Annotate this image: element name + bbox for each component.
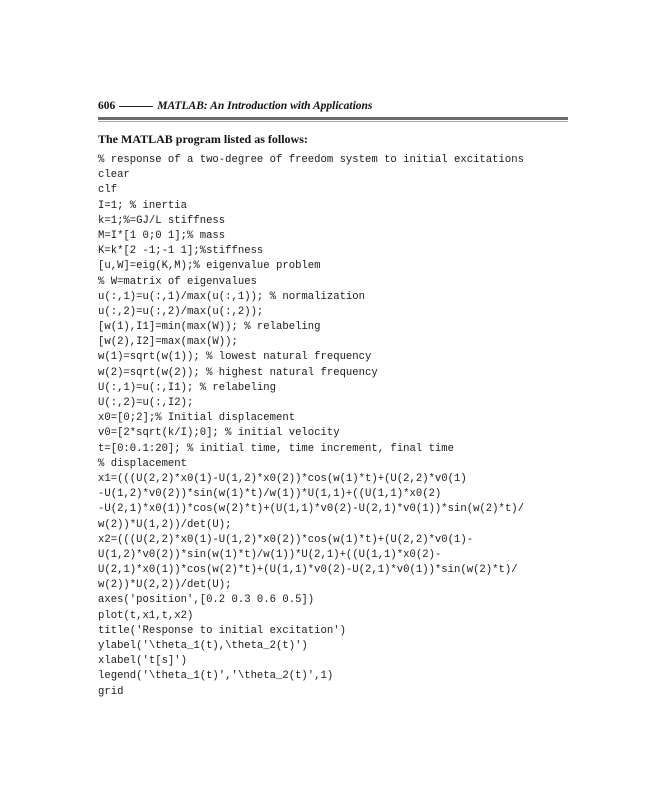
- code-line: w(2))*U(1,2))/det(U);: [98, 518, 232, 531]
- code-line: ylabel('\theta_1(t),\theta_2(t)'): [98, 640, 308, 652]
- intro-text: The MATLAB program listed as follows:: [98, 132, 308, 146]
- code-line: w(2))*U(2,2))/det(U);: [98, 579, 232, 592]
- code-line: clf: [98, 184, 118, 197]
- code-line: grid: [98, 685, 124, 698]
- code-line: U(:,1)=u(:,I1); % relabeling: [98, 381, 277, 394]
- code-line: K=k*[2 -1;-1 1];%stiffness: [98, 245, 264, 258]
- code-line: v0=[2*sqrt(k/I);0]; % initial velocity: [98, 427, 340, 440]
- code-line: -U(1,2)*v0(2))*sin(w(1)*t)/w(1))*U(1,1)+((U(1,1)*x0(2): [98, 488, 442, 501]
- code-line: x2=(((U(2,2)*x0(1)-U(1,2)*x0(2))*cos(w(1)*t)+(U(2,2)*v0(1)-: [98, 533, 474, 546]
- code-line: xlabel('t[s]'): [98, 655, 188, 668]
- running-header: [98, 100, 568, 118]
- code-line: clear: [98, 169, 130, 182]
- code-line: x1=(((U(2,2)*x0(1)-U(1,2)*x0(2))*cos(w(1)*t)+(U(2,2)*v0(1): [98, 472, 467, 485]
- code-line: w(1)=sqrt(w(1)); % lowest natural frequency: [98, 351, 372, 364]
- code-line: [w(2),I2]=max(max(W));: [98, 336, 238, 349]
- code-line: % W=matrix of eigenvalues: [98, 275, 257, 288]
- code-line: [u,W]=eig(K,M);% eigenvalue problem: [98, 260, 321, 273]
- code-line: -U(2,1)*x0(1))*cos(w(2)*t)+(U(1,1)*v0(2)-U(2,1)*v0(1))*sin(w(2)*t)/: [98, 503, 524, 516]
- code-line: axes('position',[0.2 0.3 0.6 0.5]): [98, 594, 315, 607]
- code-line: [w(1),I1]=min(max(W)); % relabeling: [98, 321, 321, 334]
- code-line: u(:,2)=u(:,2)/max(u(:,2));: [98, 305, 264, 318]
- code-line: U(1,2)*v0(2))*sin(w(1)*t)/w(1))*U(2,1)+((U(1,1)*x0(2)-: [98, 548, 442, 561]
- book-title: MATLAB: An Introduction with Applications: [157, 100, 373, 112]
- code-line: title('Response to initial excitation'): [98, 624, 346, 637]
- code-line: U(2,1)*x0(1))*cos(w(2)*t)+(U(1,1)*v0(2)-U(2,1)*v0(1))*sin(w(2)*t)/: [98, 564, 518, 577]
- header-dash: [119, 106, 153, 107]
- code-line: % response of a two-degree of freedom system to initial excitations: [98, 154, 524, 166]
- code-listing: [98, 153, 568, 700]
- code-line: plot(t,x1,t,x2): [98, 609, 194, 622]
- code-line: w(2)=sqrt(w(2)); % highest natural frequency: [98, 366, 378, 379]
- code-line: x0=[0;2];% Initial displacement: [98, 412, 296, 425]
- code-line: k=1;%=GJ/L stiffness: [98, 214, 226, 227]
- code-line: u(:,1)=u(:,1)/max(u(:,1)); % normalization: [98, 290, 366, 303]
- code-line: % displacement: [98, 457, 188, 470]
- page-number: 606: [98, 100, 116, 112]
- code-line: t=[0:0.1:20]; % initial time, time increment, final time: [98, 442, 455, 455]
- code-line: M=I*[1 0;0 1];% mass: [98, 229, 226, 242]
- code-line: U(:,2)=u(:,I2);: [98, 397, 194, 409]
- header-rule: [98, 117, 568, 120]
- code-line: I=1; % inertia: [98, 199, 188, 212]
- header-rule-thin: [98, 121, 568, 122]
- code-line: legend('\theta_1(t)','\theta_2(t)',1): [98, 670, 334, 683]
